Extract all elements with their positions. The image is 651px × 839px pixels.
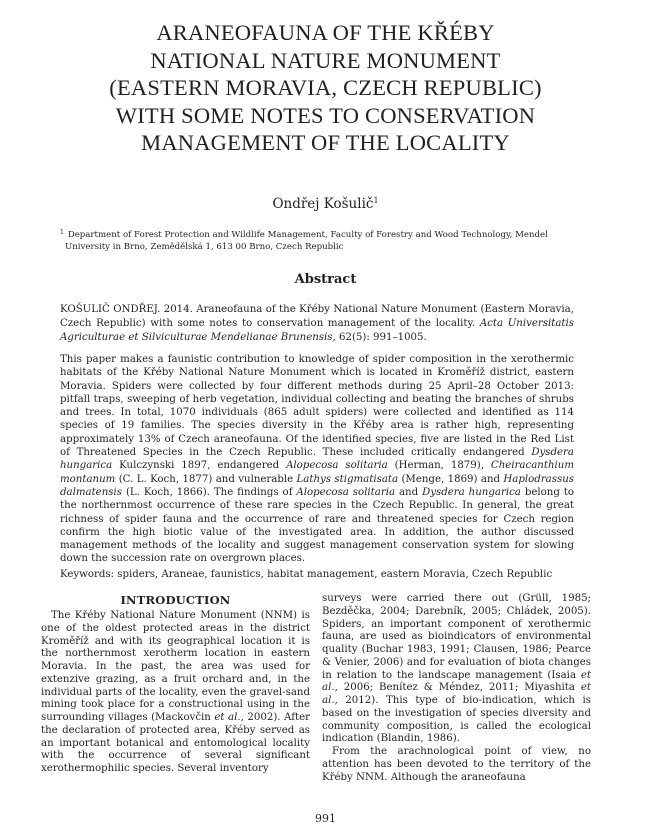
abstract-text: (Menge, 1869) and: [398, 473, 504, 485]
affiliation-line-2: University in Brno, Zemědělská 1, 613 00 Brno, Czech Republic: [65, 242, 344, 252]
abstract-heading: Abstract: [294, 272, 357, 287]
abstract-text: Kulczynski 1897, endangered: [112, 460, 287, 472]
species-name: Haplodrassus dalmatensis: [60, 473, 575, 498]
affiliation-line-1: Department of Forest Protection and Wildlife Management, Faculty of Forestry and Wood Technology, Mendel: [67, 230, 548, 240]
paragraph: [41, 610, 310, 776]
abstract-text: (Herman, 1879),: [387, 460, 491, 472]
paragraph-text: surveys were carried there out (Grüll, 1985; Bezděčka, 2004; Darebník, 2005; Chládek, 2005). Spiders, an important component of xerothermic fauna, are used as bioindicators of environmental quality (Buchar 1983, 1991; Clausen, 1986; Pearce & Venier, 2006) and for evaluation of biota changes in relation to the landscape management (Isaia: [322, 593, 591, 681]
species-name: Alopecosa solitaria: [296, 486, 396, 498]
abstract-text: (L. Koch, 1866). The findings of: [122, 486, 297, 498]
abstract-text: This paper makes a faunistic contribution to knowledge of spider composition in the xerothermic habitats of the Křéby National Nature Monument which is located in Kroměříž district, eastern Moravia. Spiders were collected by four different methods during 25 April–28 October 2013: pitfall traps, sweeping of herb vegetation, individual collecting and beating the branches of shrubs and trees. In total, 1070 individuals (865 adult spiders) were collected and identified as 114 species of 19 families. The species diversity in the Křéby area is rather high, representing approximately 13% of Czech araneofauna. Of the identified species, five are listed in the Red List of Threatened Species in the Czech Republic. These included critically endangered: [60, 354, 574, 459]
species-name: Alopecosa solitaria: [286, 460, 388, 472]
right-column: [322, 593, 591, 784]
citation-journal: Acta Universitatis Agriculturae et Silviculturae Mendelianae Brunensis,: [60, 317, 574, 343]
citation-pages: 62(5): 991–1005.: [335, 331, 427, 343]
keywords: Keywords: spiders, Araneae, faunistics, habitat management, eastern Moravia, Czech Republic: [60, 569, 553, 580]
title-line: WITH SOME NOTES TO CONSERVATION: [115, 102, 536, 128]
title-line: NATIONAL NATURE MONUMENT: [150, 47, 501, 73]
affiliation-marker: 1: [60, 229, 64, 236]
abstract-body: [60, 353, 574, 566]
species-name: Dysdera hungarica: [60, 447, 574, 472]
author-line: [0, 196, 651, 212]
paragraph-text: , 2002). After the declaration of protected area, Křéby served as an important botanical and entomological locality with the occurrence of several significant xerothermophilic species. Several inventory: [41, 712, 310, 774]
abstract-text: (C. L. Koch, 1877) and vulnerable: [115, 473, 297, 485]
left-column: [41, 593, 310, 776]
et-al: et al.: [322, 669, 591, 694]
species-name: Dysdera hungarica: [422, 486, 521, 498]
introduction-heading: INTRODUCTION: [120, 593, 231, 607]
author-name: Ondřej Košulič: [272, 196, 374, 212]
paragraph: From the arachnological point of view, no attention has been devoted to the territory of the Křéby NNM. Although the araneofauna: [322, 746, 591, 783]
title-line: MANAGEMENT OF THE LOCALITY: [141, 130, 510, 155]
author-affiliation-marker: 1: [373, 196, 379, 205]
paragraph-text: , 2012). This type of bio-indication, which is based on the investigation of species diversity and community composition, is called the ecological indication (Blandin, 1986).: [322, 695, 591, 745]
citation: [60, 303, 574, 344]
title-line: (EASTERN MORAVIA, CZECH REPUBLIC): [109, 75, 542, 100]
species-name: Lathys stigmatisata: [296, 473, 399, 485]
title-line: ARANEOFAUNA OF THE KŘÉBY: [156, 20, 495, 45]
paragraph-text: , 2006; Benítez & Méndez, 2011; Miyashita: [334, 682, 581, 694]
et-al: et al.: [214, 712, 241, 723]
et-al: et al.: [322, 682, 591, 706]
affiliation: [60, 227, 580, 253]
abstract-text: and: [395, 486, 423, 498]
abstract-text: belong to the northernmost occurrence of these rare species in the Czech Republic. In general, the great richness of spider fauna and the occurrence of rare and threatened species for Czech region confirm the high biotic value of the investigated area. In addition, the author discussed management methods of the locality and suggest management conservation system for slowing down the succession rate on overgrown places.: [60, 486, 575, 565]
paragraph: [322, 593, 591, 746]
citation-text: KOŠULIČ ONDŘEJ. 2014. Araneofauna of the Křéby National Nature Monument (Eastern Moravia, Czech Republic) with some notes to conservation management of the locality.: [60, 304, 574, 329]
page-number: 991: [315, 812, 336, 825]
article-title: [40, 19, 611, 157]
species-name: Cheiracanthium montanum: [60, 460, 574, 485]
paragraph-text: The Křéby National Nature Monument (NNM) is one of the oldest protected areas in the district Kroměříž and with its geographical location it is the northernmost xerotherm location in eastern Moravia. In the past, the area was used for extenzive grazing, as a fruit orchard and, in the individual parts of the locality, even the gravel-sand mining took place for a constructional using in the surrounding villages (Mackovčin: [41, 610, 310, 723]
